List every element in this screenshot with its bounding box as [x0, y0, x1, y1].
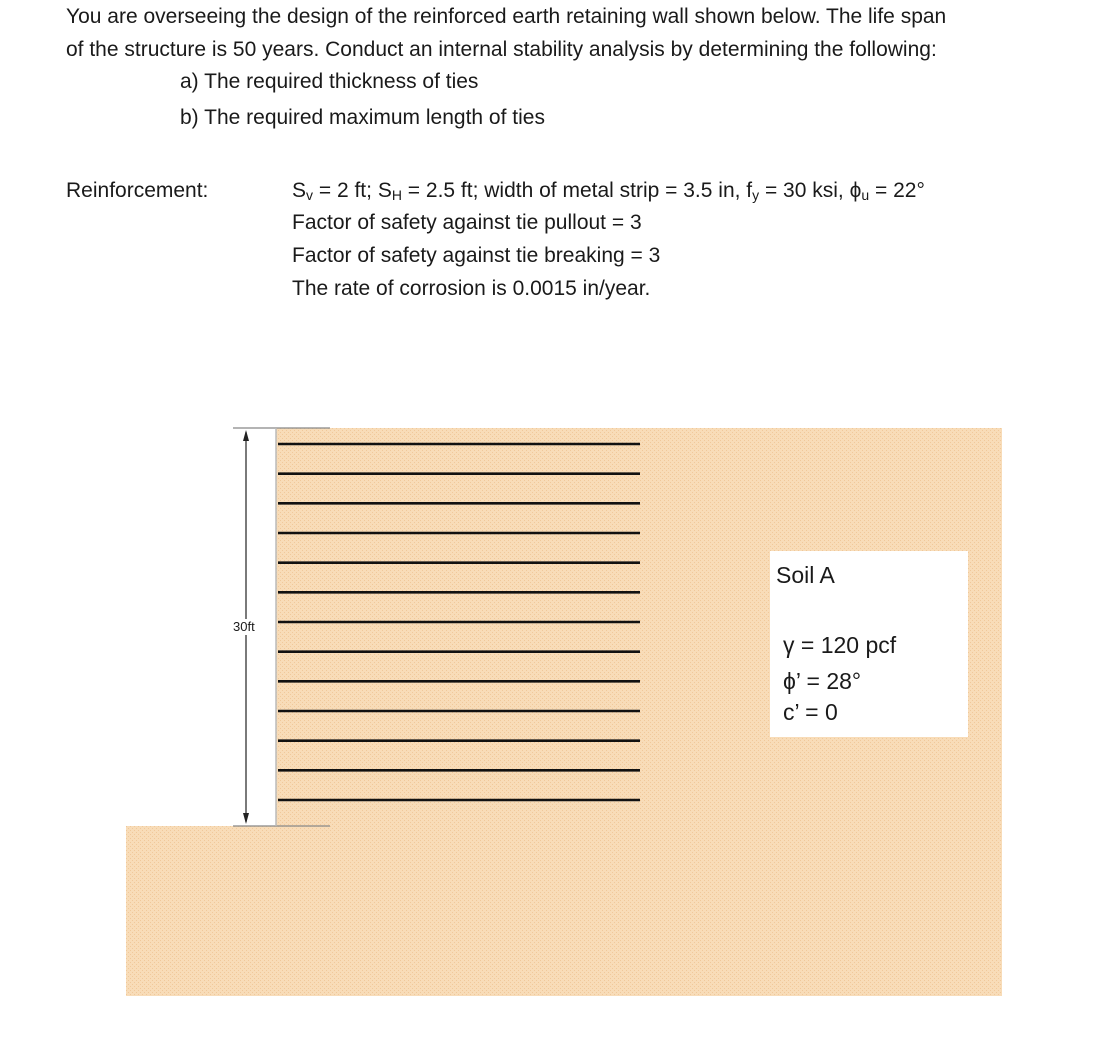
problem-intro-line-2: of the structure is 50 years. Conduct an internal stability analysis by determining the following: — [66, 38, 937, 61]
sv-subscript: v — [306, 187, 314, 203]
friction-angle: ϕ’ = 28° — [783, 668, 862, 694]
wall-height-label: 30ft — [233, 619, 255, 634]
dimension-arrow-top — [243, 430, 249, 441]
unit-weight: γ = 120 pcf — [783, 632, 897, 658]
sv-value: = 2 ft; — [313, 179, 378, 202]
question-a: a) The required thickness of ties — [180, 70, 479, 93]
cohesion: c’ = 0 — [783, 699, 838, 725]
foundation-soil — [126, 826, 1002, 996]
sh-symbol: S — [377, 179, 392, 202]
fy-subscript: y — [752, 187, 760, 203]
fy-value: = 30 ksi, ϕ — [759, 179, 862, 202]
fs-breaking: Factor of safety against tie breaking = 3 — [292, 244, 661, 267]
sv-symbol: S — [292, 179, 307, 202]
sh-subscript: H — [391, 187, 402, 203]
sh-value: = 2.5 ft; width of metal strip = 3.5 in, f — [401, 179, 753, 202]
phi-u-subscript: u — [861, 187, 870, 203]
reinforcement-label: Reinforcement: — [66, 179, 209, 202]
phi-u-value: = 22° — [869, 179, 925, 202]
corrosion-rate: The rate of corrosion is 0.0015 in/year. — [292, 277, 651, 300]
fs-pullout: Factor of safety against tie pullout = 3 — [292, 211, 642, 234]
soil-name: Soil A — [776, 562, 835, 588]
question-b: b) The required maximum length of ties — [180, 106, 545, 129]
dimension-arrow-bottom — [243, 813, 249, 824]
problem-intro-line-1: You are overseeing the design of the reinforced earth retaining wall shown below. The life span — [66, 5, 947, 28]
